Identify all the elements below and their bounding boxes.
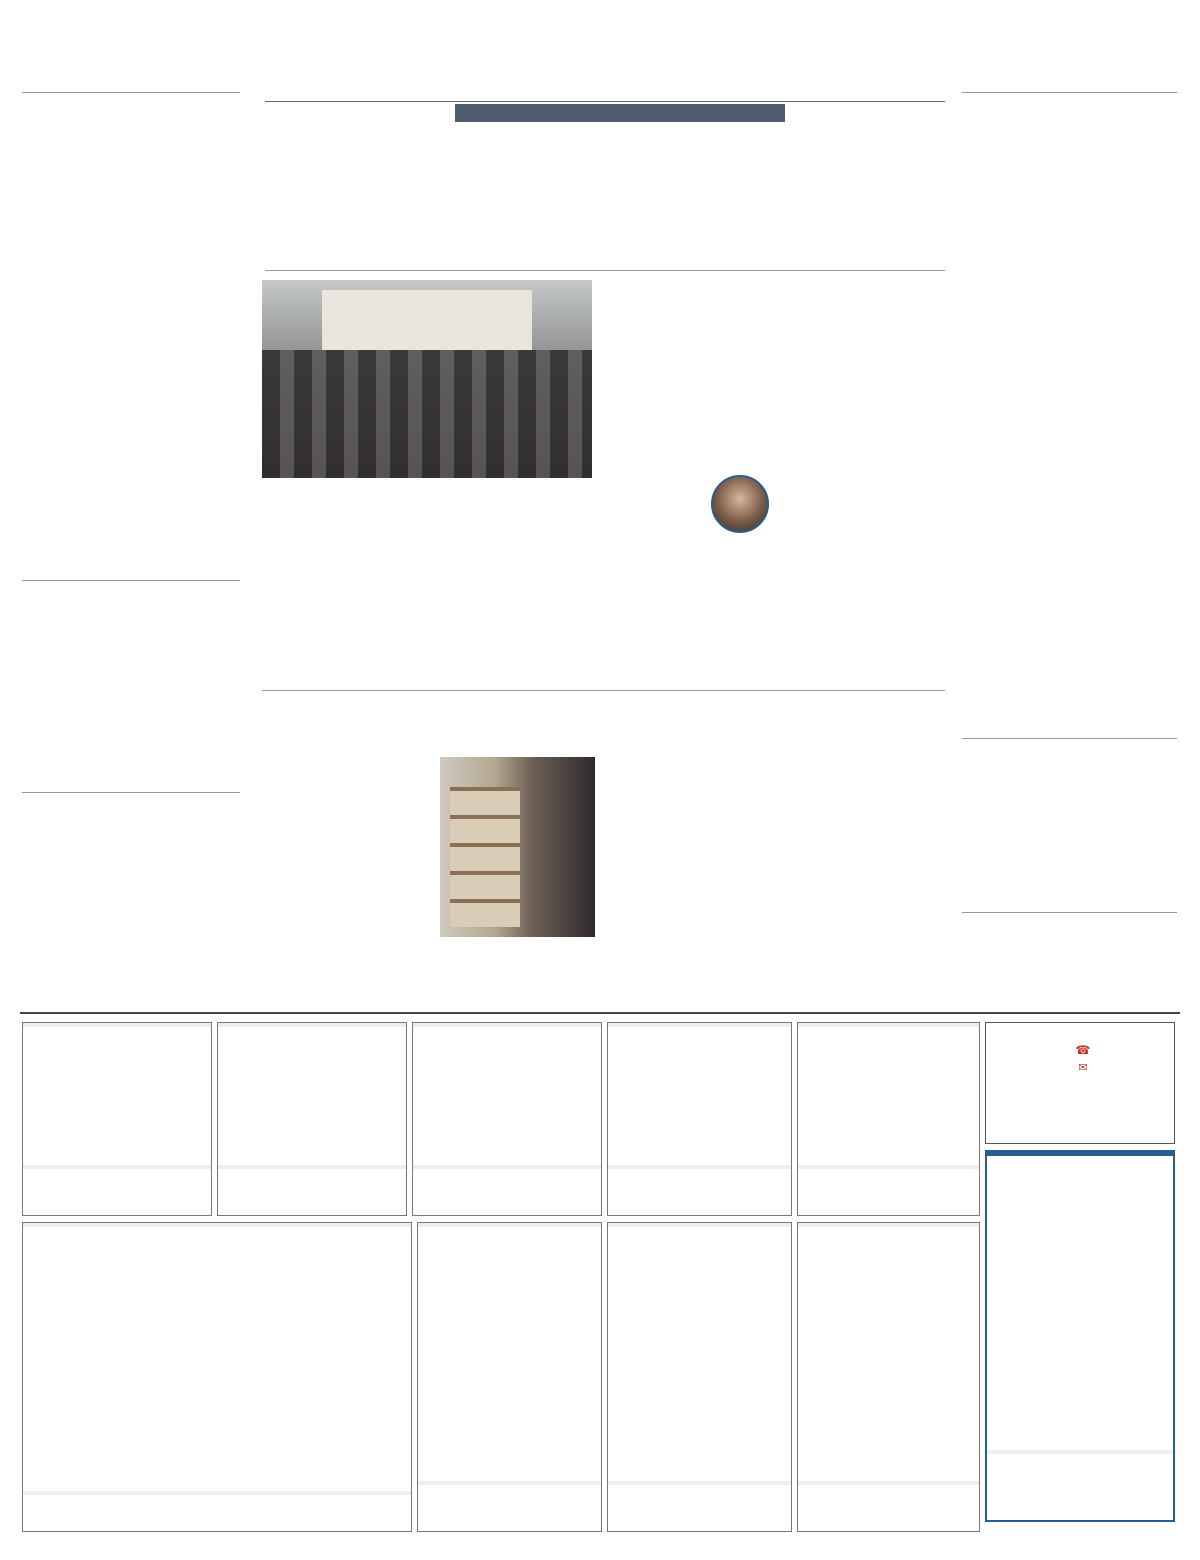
article-body xyxy=(962,788,1177,908)
photo-shelves xyxy=(450,787,520,927)
divider xyxy=(265,270,945,271)
right-news-column xyxy=(962,62,1177,1042)
ad-body xyxy=(413,1029,601,1165)
promo-phone-row xyxy=(986,1043,1174,1057)
legal-ad xyxy=(412,1022,602,1216)
legal-ad xyxy=(797,1022,980,1216)
ad-footer xyxy=(23,1165,211,1169)
library-photo xyxy=(440,757,595,937)
ad-body xyxy=(798,1229,979,1481)
auction-ad xyxy=(985,1150,1175,1522)
ad-body xyxy=(608,1029,791,1165)
legal-ad xyxy=(22,1022,212,1216)
ad-body xyxy=(798,1029,979,1165)
lead-body-col4b xyxy=(430,650,595,684)
lead-body-col1 xyxy=(778,348,945,683)
lead-photo xyxy=(262,280,592,478)
auction-body xyxy=(987,1158,1173,1450)
second-body-col2 xyxy=(603,760,771,1008)
legal-ad xyxy=(797,1222,980,1532)
photo-backdrop xyxy=(322,290,532,350)
ad-title xyxy=(608,1023,791,1027)
ad-footer xyxy=(608,1481,791,1485)
legal-ad xyxy=(607,1222,792,1532)
ad-footer xyxy=(798,1481,979,1485)
legal-ad xyxy=(607,1022,792,1216)
divider xyxy=(22,792,240,793)
ad-footer xyxy=(418,1481,601,1485)
ad-body xyxy=(418,1229,601,1481)
lead-body-col2b xyxy=(603,562,771,684)
article-body xyxy=(22,158,240,578)
ad-title xyxy=(413,1023,601,1027)
article-body xyxy=(962,160,1177,732)
promo-line xyxy=(986,1031,1174,1039)
lead-body-col2 xyxy=(603,280,771,452)
article-body xyxy=(22,646,240,786)
ad-title xyxy=(798,1023,979,1027)
divider xyxy=(962,92,1177,93)
legal-ad xyxy=(217,1022,407,1216)
interview-box xyxy=(603,455,771,559)
photo-group xyxy=(262,350,592,478)
promo-box xyxy=(985,1022,1175,1144)
lead-body-col3 xyxy=(262,488,422,684)
mail-icon: ✉ xyxy=(1078,1061,1088,1074)
second-body-col1 xyxy=(778,756,945,1006)
ad-footer xyxy=(608,1165,791,1169)
header-subtitle-bar xyxy=(455,104,785,122)
ad-body xyxy=(608,1229,791,1481)
ad-body xyxy=(23,1029,211,1165)
header-band xyxy=(265,62,945,102)
ad-title xyxy=(23,1223,411,1227)
ad-title xyxy=(23,1023,211,1027)
page-header xyxy=(265,62,945,154)
ad-body xyxy=(23,1229,411,1491)
interviewee-portrait xyxy=(711,475,769,533)
second-body-col3 xyxy=(440,942,595,976)
ad-footer xyxy=(798,1165,979,1169)
ad-title xyxy=(218,1023,406,1027)
ad-footer xyxy=(23,1491,411,1495)
ad-title xyxy=(608,1223,791,1227)
ad-title xyxy=(418,1223,601,1227)
lead-body-col4 xyxy=(430,488,595,592)
divider xyxy=(962,738,1177,739)
auction-footer xyxy=(987,1450,1173,1454)
divider xyxy=(22,92,240,93)
divider xyxy=(262,690,945,691)
phone-icon: ☎ xyxy=(1075,1043,1091,1057)
wide-legal-ad xyxy=(22,1222,412,1532)
divider xyxy=(962,912,1177,913)
divider xyxy=(20,1012,1180,1014)
promo-email-row xyxy=(986,1061,1174,1074)
legal-ad xyxy=(417,1222,602,1532)
ad-footer xyxy=(413,1165,601,1169)
ad-footer xyxy=(218,1165,406,1169)
divider xyxy=(22,580,240,581)
interview-body xyxy=(603,475,707,559)
ad-title xyxy=(798,1223,979,1227)
ad-body xyxy=(218,1029,406,1165)
auction-title xyxy=(987,1152,1173,1156)
second-body-col4 xyxy=(262,757,432,1007)
